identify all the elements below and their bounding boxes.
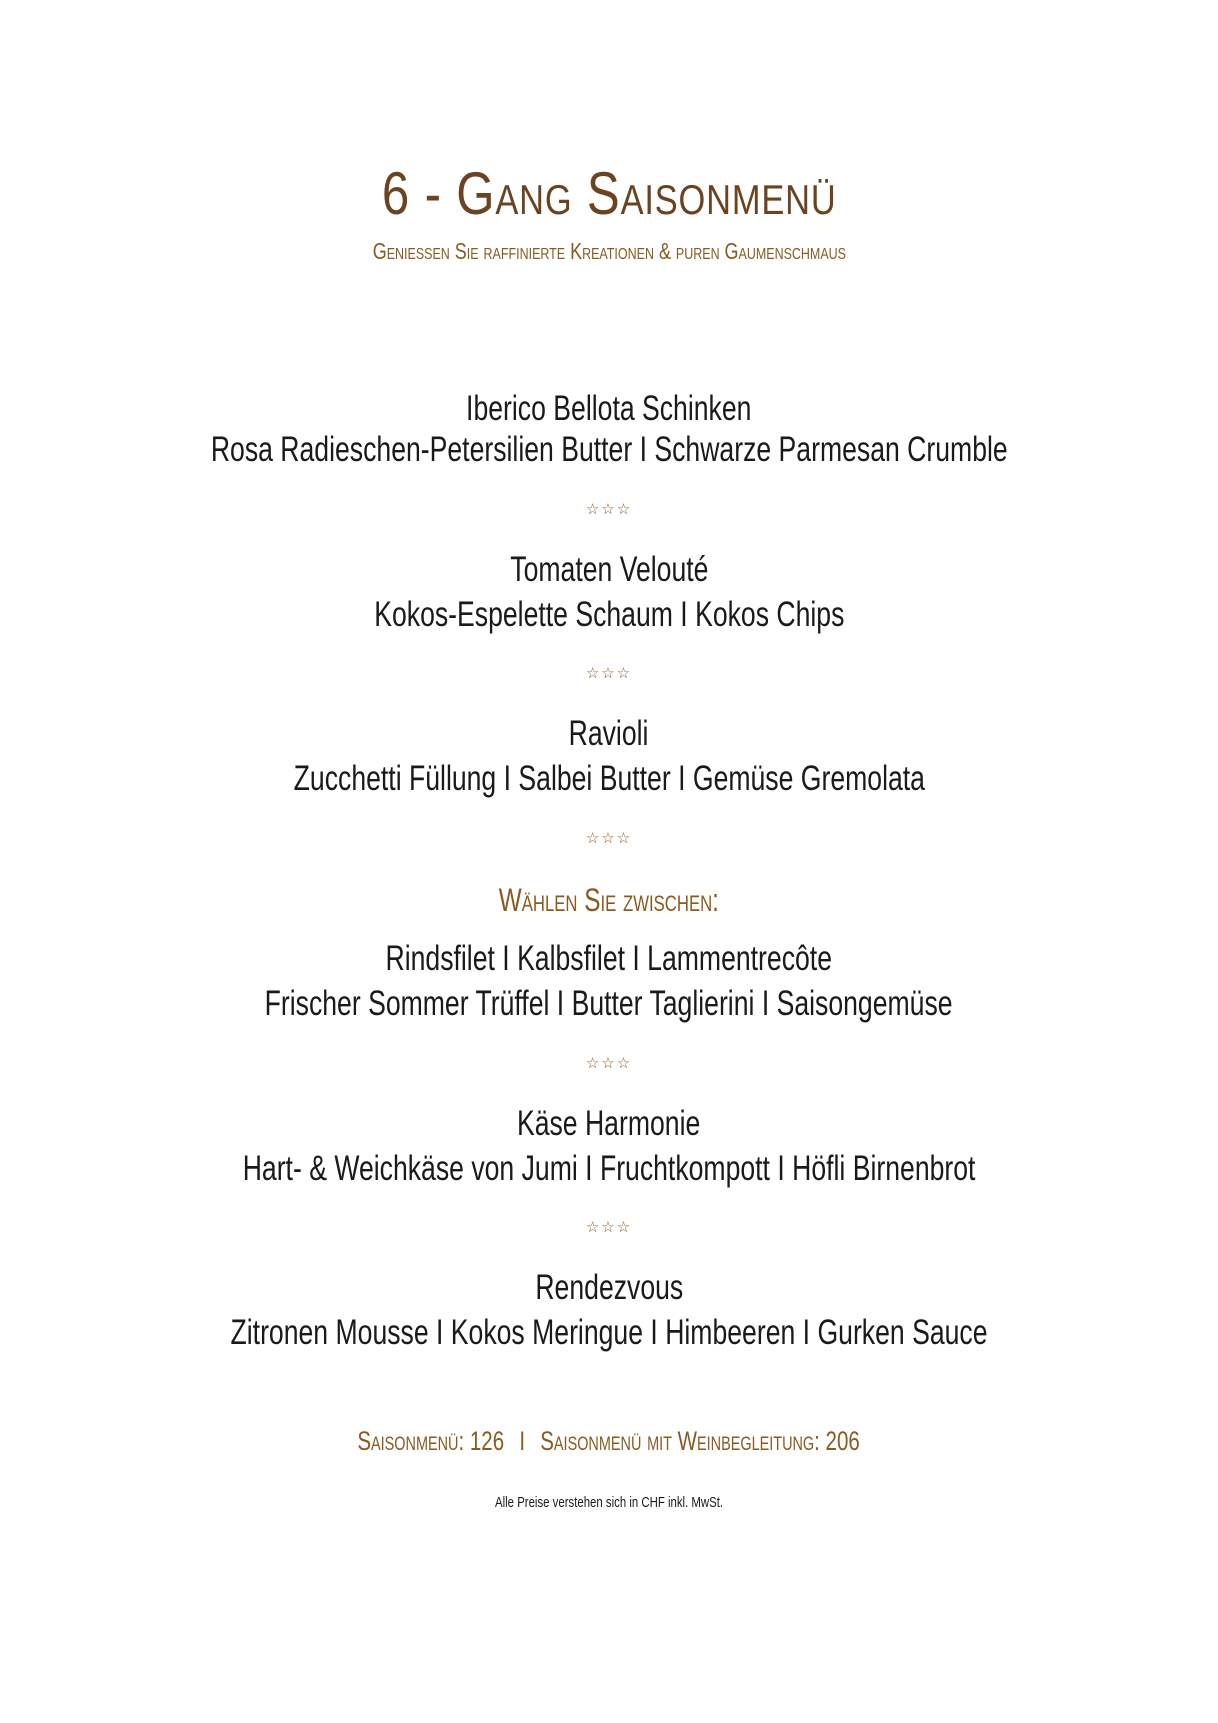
course-4-options: Rindsfilet I Kalbsfilet I Lammentrecôte	[385, 939, 833, 978]
price-footnote: Alle Preise verstehen sich in CHF inkl. MwSt.	[494, 1494, 724, 1511]
page-title: 6 - Gang Saisonmenü	[381, 160, 837, 227]
course-3-name: Ravioli	[569, 714, 649, 753]
price-wine-pairing: Saisonmenü mit Weinbegleitung: 206	[540, 1426, 861, 1456]
course-1-name: Iberico Bellota Schinken	[466, 389, 752, 428]
page-subtitle: Geniessen Sie raffinierte Kreationen & puren Gaumenschmaus	[372, 238, 846, 264]
choice-heading: Wählen Sie zwischen:	[498, 882, 720, 918]
course-separator-3: ☆☆☆	[585, 830, 633, 847]
course-separator-2: ☆☆☆	[585, 665, 633, 682]
course-4-details: Frischer Sommer Trüffel I Butter Taglierini I Saisongemüse	[265, 984, 953, 1023]
course-separator-1: ☆☆☆	[585, 501, 633, 518]
course-separator-4: ☆☆☆	[585, 1055, 633, 1072]
price-line	[0, 1424, 1218, 1458]
course-6-details: Zitronen Mousse I Kokos Meringue I Himbeeren I Gurken Sauce	[230, 1313, 988, 1352]
course-6-name: Rendezvous	[535, 1268, 683, 1307]
course-5-name: Käse Harmonie	[517, 1104, 701, 1143]
course-5-details: Hart- & Weichkäse von Jumi I Fruchtkompott I Höfli Birnenbrot	[242, 1149, 976, 1188]
course-1-details: Rosa Radieschen-Petersilien Butter I Schwarze Parmesan Crumble	[210, 430, 1008, 469]
price-menu: Saisonmenü: 126	[357, 1426, 505, 1456]
course-2-name: Tomaten Velouté	[509, 550, 709, 589]
course-separator-5: ☆☆☆	[585, 1219, 633, 1236]
course-3-details: Zucchetti Füllung I Salbei Butter I Gemüse Gremolata	[293, 759, 925, 798]
price-divider: I	[519, 1426, 526, 1456]
course-2-details: Kokos-Espelette Schaum I Kokos Chips	[373, 595, 845, 634]
